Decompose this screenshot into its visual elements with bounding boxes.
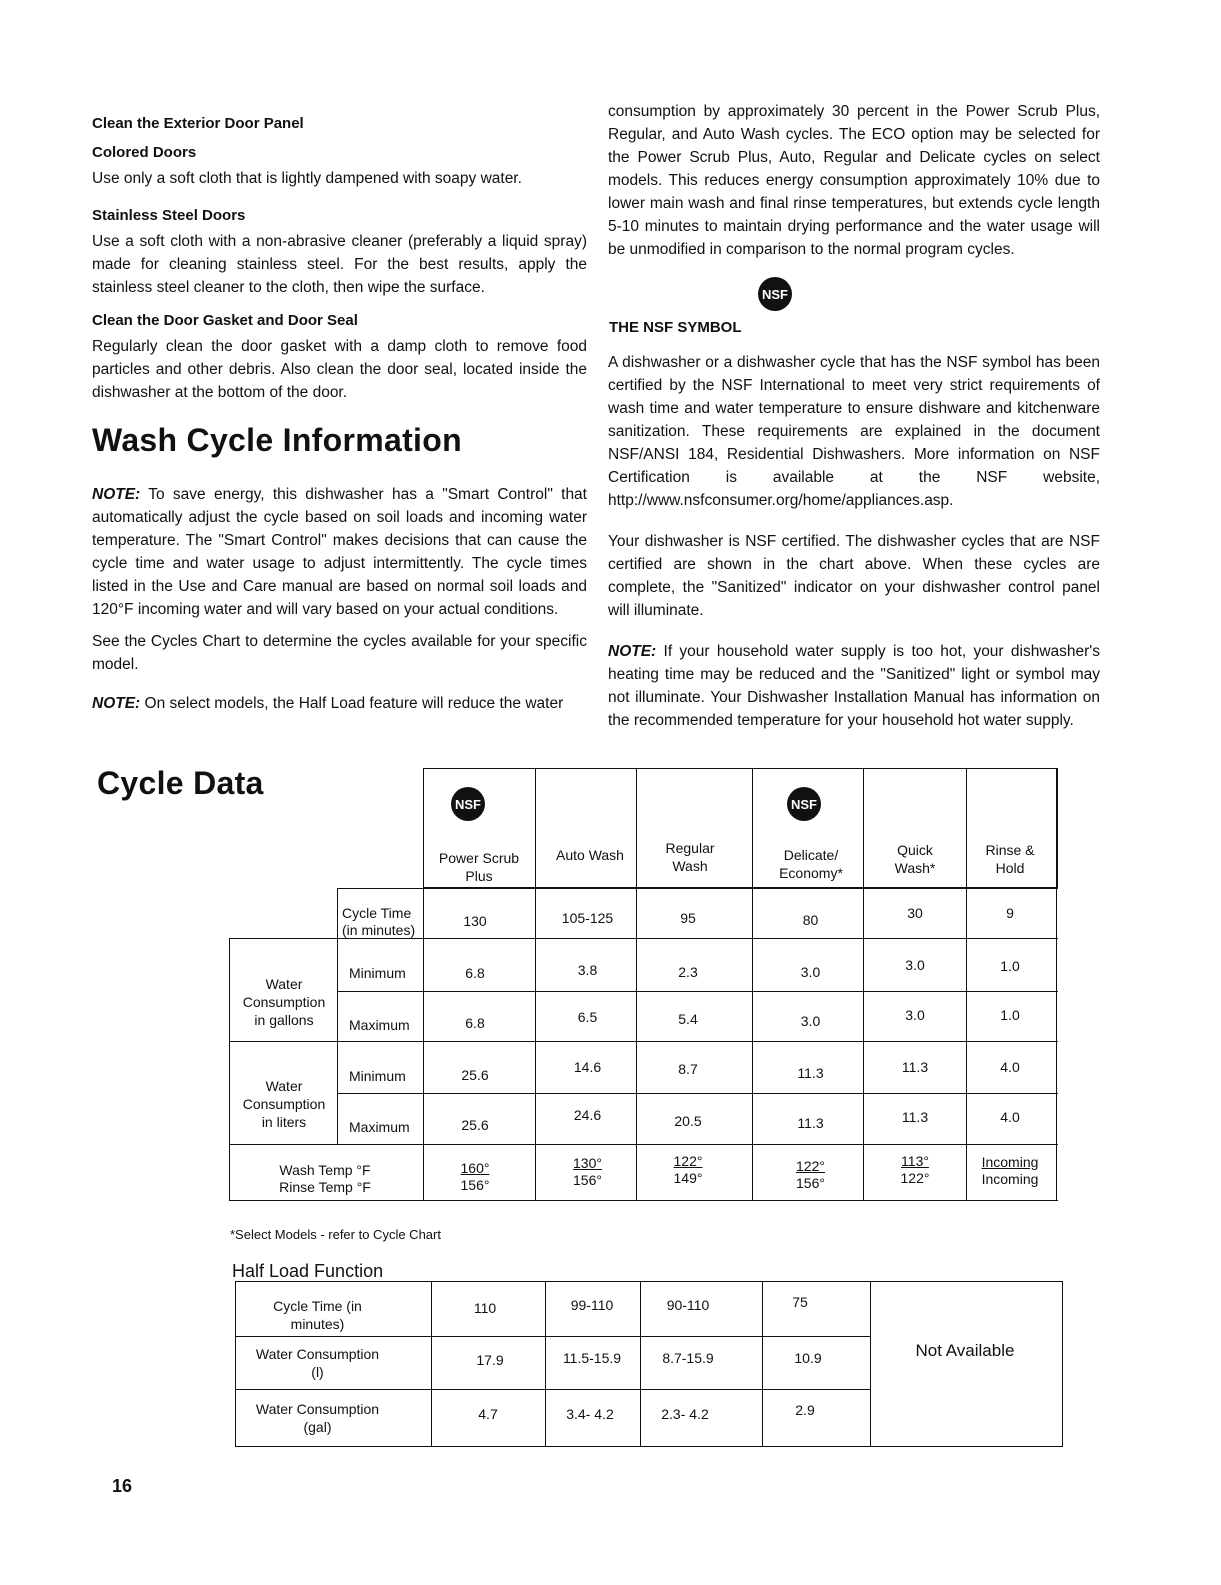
cycle-time-value: 95 [680, 910, 696, 926]
gal-max-value: 3.0 [800, 1013, 821, 1029]
rinse-temp-label: Rinse Temp °F [279, 1179, 371, 1195]
note-smart-control-text: To save energy, this dishwasher has a "Smart Control" that automatically adjust the cycle based on soil loads and incoming water temperature. The "Smart Control" makes decisions that can cause the cycle time and water usage to adjust intermittently. The cycle times listed in the Use and Care manual are based on normal soil loads and 120°F incoming water and will vary based on your actual conditions. [92, 486, 587, 618]
note-label: NOTE: [608, 643, 657, 660]
rinse-temp-value: Incoming [981, 1171, 1039, 1187]
half-load-value: 2.9 [795, 1402, 815, 1418]
half-load-value: 99-110 [570, 1297, 614, 1313]
half-load-value: 11.5-15.9 [562, 1350, 622, 1366]
col-regular-wash: Regular Wash [665, 840, 715, 874]
note-half-load-text: On select models, the Half Load feature will reduce the water [140, 695, 564, 712]
half-load-row-label: Water Consumption (l) [255, 1346, 380, 1380]
gal-max-value: 3.0 [905, 1007, 925, 1023]
left-notes [92, 483, 587, 724]
rinse-temp-value: 149° [673, 1170, 703, 1186]
nsf-certified-text: Your dishwasher is NSF certified. The dishwasher cycles that are NSF certified are shown in the chart above. When these cycles are complete, the "Sanitized" indicator on your dishwasher control panel will illuminate. [608, 533, 1100, 619]
note-water-hot [608, 640, 1100, 732]
lit-max-value: 24.6 [573, 1107, 602, 1123]
gal-min-value: 6.8 [465, 965, 485, 981]
wash-temp-value: Incoming [981, 1154, 1039, 1170]
min-label: Minimum [349, 1068, 406, 1084]
stainless-text: Use a soft cloth with a non-abrasive cleaner (preferably a liquid spray) made for cleaning stainless steel. For the best results, apply the stainless steel cleaner to the cloth, then wipe the surface. [92, 233, 587, 296]
lit-max-value: 20.5 [674, 1113, 702, 1129]
gal-max-value: 1.0 [1000, 1007, 1020, 1023]
note-half-load [92, 692, 587, 715]
liters-label: Water Consumption in liters [242, 1078, 326, 1130]
rinse-temp-value: 156° [573, 1172, 602, 1188]
nsf-icon: NSF [451, 787, 485, 821]
cycle-time-value: 30 [907, 905, 923, 921]
cycle-time-value: 105-125 [561, 910, 614, 926]
nsf-logo [758, 277, 792, 311]
nsf-text: A dishwasher or a dishwasher cycle that has the NSF symbol has been certified by the NSF International to meet very strict requirements of wash time and water temperature to ensure dishware and kitchenware sanitization. These requirements are explained in the document NSF/ANSI 184, Residential Dishwashers. More information on NSF Certification is available at the NSF website, http://www.nsfconsumer.org/home/appliances.asp. [608, 354, 1100, 509]
note-water-hot-text: If your household water supply is too hot, your dishwasher's heating time may be reduced and the "Sanitized" light or symbol may not illuminate. Your Dishwasher Installation Manual has information on the recommended temperature for your household hot water supply. [608, 643, 1100, 729]
cycle-time-value: 80 [802, 912, 819, 928]
lit-max-value: 11.3 [797, 1115, 824, 1131]
lit-min-value: 25.6 [461, 1067, 489, 1083]
lit-min-value: 11.3 [797, 1065, 824, 1081]
half-load-title: Half Load Function [232, 1261, 384, 1281]
nsf-icon: NSF [758, 277, 792, 311]
right-column-top [608, 100, 1100, 270]
wash-cycle-title: Wash Cycle Information [92, 422, 462, 458]
left-column [92, 112, 587, 413]
right-column-bottom [608, 351, 1100, 741]
gal-min-value: 1.0 [1000, 958, 1020, 974]
note-label: NOTE: [92, 695, 141, 712]
nsf-icon: NSF [787, 787, 821, 821]
lit-max-value: 11.3 [901, 1109, 929, 1125]
wash-temp-value: 130° [573, 1155, 602, 1171]
nsf-heading: THE NSF SYMBOL [609, 319, 742, 336]
gasket-heading: Clean the Door Gasket and Door Seal [92, 312, 358, 329]
gal-min-value: 3.0 [800, 964, 821, 980]
col-rinse-hold: Rinse & Hold [985, 842, 1035, 876]
wash-temp-label: Wash Temp °F [279, 1162, 371, 1178]
note-smart-control [92, 483, 587, 621]
col-quick-wash: Quick Wash* [894, 842, 936, 876]
gal-min-value: 3.8 [577, 962, 598, 978]
half-load-value: 90-110 [666, 1297, 710, 1313]
cycle-time-value: 9 [1006, 905, 1014, 921]
cycle-data-title: Cycle Data [97, 765, 264, 801]
gasket-text: Regularly clean the door gasket with a damp cloth to remove food particles and other debris. Also clean the door seal, located inside the dishwasher at the bottom of the door. [92, 338, 587, 401]
rinse-temp-value: 156° [460, 1177, 490, 1193]
max-label: Maximum [349, 1119, 410, 1135]
footnote: *Select Models - refer to Cycle Chart [230, 1227, 441, 1242]
half-load-row-label: Water Consumption (gal) [255, 1401, 380, 1435]
lit-min-value: 4.0 [1000, 1059, 1020, 1075]
exterior-heading: Clean the Exterior Door Panel [92, 115, 304, 132]
half-load-value: 10.9 [794, 1350, 822, 1366]
gallons-label: Water Consumption in gallons [242, 976, 326, 1028]
note-label: NOTE: [92, 486, 141, 503]
half-load-value: 17.9 [476, 1352, 504, 1368]
col-auto-wash: Auto Wash [556, 847, 624, 863]
gal-min-value: 3.0 [905, 957, 925, 973]
half-load-value: 110 [473, 1300, 497, 1316]
lit-max-value: 4.0 [1000, 1109, 1020, 1125]
gal-max-value: 6.5 [577, 1009, 598, 1025]
half-load-value: 3.4- 4.2 [566, 1406, 614, 1422]
min-label: Minimum [349, 965, 406, 981]
colored-doors-heading: Colored Doors [92, 144, 197, 161]
see-chart-text: See the Cycles Chart to determine the cycles available for your specific model. [92, 633, 587, 673]
col-power-scrub: Power Scrub Plus [438, 850, 520, 884]
lit-max-value: 25.6 [461, 1117, 489, 1133]
col-delicate: Delicate/ Economy* [779, 847, 843, 881]
gal-min-value: 2.3 [678, 964, 698, 980]
half-load-value: 8.7-15.9 [662, 1350, 714, 1366]
stainless-heading: Stainless Steel Doors [92, 207, 246, 224]
half-load-value: 4.7 [478, 1406, 498, 1422]
wash-temp-value: 160° [460, 1160, 490, 1176]
half-load-value: 2.3- 4.2 [661, 1406, 709, 1422]
lit-min-value: 14.6 [573, 1059, 602, 1075]
lit-min-value: 11.3 [901, 1059, 929, 1075]
cycle-time-label: Cycle Time (in minutes) [342, 905, 416, 938]
rinse-temp-value: 156° [796, 1175, 825, 1191]
wash-temp-value: 122° [796, 1158, 825, 1174]
lit-min-value: 8.7 [678, 1061, 698, 1077]
colored-doors-text: Use only a soft cloth that is lightly dampened with soapy water. [92, 170, 522, 187]
gal-max-value: 6.8 [465, 1015, 485, 1031]
page-number: 16 [112, 1476, 133, 1496]
wash-temp-value: 113° [901, 1153, 929, 1169]
wash-temp-value: 122° [673, 1153, 703, 1169]
cycle-time-value: 130 [463, 913, 487, 929]
half-load-value: 75 [792, 1294, 808, 1310]
eco-text: consumption by approximately 30 percent in the Power Scrub Plus, Regular, and Auto Wash cycles. The ECO option may be selected for the Power Scrub Plus, Auto, Regular and Delicate cycles on select models. This reduces energy consumption approximately 10% due to lower main wash and final rinse temperatures, but extends cycle length 5-10 minutes to maintain drying performance and the water usage will be unmodified in comparison to the normal program cycles. [608, 103, 1100, 258]
gal-max-value: 5.4 [678, 1011, 698, 1027]
max-label: Maximum [349, 1017, 410, 1033]
not-available-label: Not Available [915, 1341, 1015, 1360]
half-load-row-label: Cycle Time (in minutes) [273, 1298, 362, 1332]
rinse-temp-value: 122° [900, 1170, 930, 1186]
